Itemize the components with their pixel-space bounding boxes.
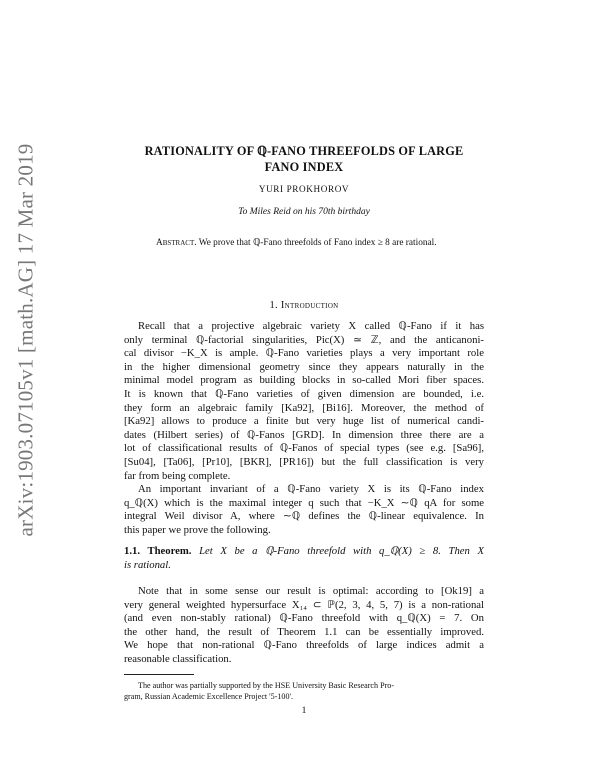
footnote-line: The author was partially supported by the HSE University Basic Research Pro-	[138, 681, 395, 690]
author-name: YURI PROKHOROV	[258, 184, 350, 194]
arxiv-stamp-text: arXiv:1903.07105v1 [math.AG] 17 Mar 2019	[13, 143, 38, 537]
paragraph-line: in the higher dimensional geometry since they appears naturally in the	[124, 360, 484, 373]
section-number: 1.	[269, 300, 281, 311]
abstract	[156, 237, 452, 250]
paragraph-index	[124, 483, 484, 537]
theorem-line-2: is rational.	[124, 558, 171, 571]
arxiv-identifier-stamp	[8, 100, 44, 580]
paragraph-line: they form an algebraic family [Ka92], [Bi16]. Moreover, the method of	[124, 401, 484, 414]
paragraph-line: An important invariant of a ℚ-Fano variety X is its ℚ-Fano index	[138, 483, 484, 495]
paragraph-line: minimal model program as building blocks in so-called Mori fiber spaces.	[124, 374, 484, 387]
paragraph-line: integral Weil divisor A, where ∼ℚ defines the ℚ-linear equivalence. In	[124, 510, 484, 523]
section-heading	[124, 300, 484, 311]
paragraph-line: far from being complete.	[124, 469, 231, 482]
paragraph-line: [Su04], [Ta06], [Pr10], [BKR], [PR16]) but the full classification is very	[124, 455, 484, 468]
theorem-line-1	[124, 545, 484, 559]
footnote	[124, 680, 484, 702]
dedication: To Miles Reid on his 70th birthday	[238, 207, 370, 217]
paragraph-intro	[124, 320, 484, 483]
paragraph-line: only terminal ℚ-factorial singularities, Pic(X) ≃ ℤ, and the anticanoni-	[124, 333, 484, 346]
paragraph-line: Note that in some sense our result is optimal: according to [Ok19] a	[138, 585, 484, 597]
paragraph-line: [Ka92] allows to produce a finite but very huge list of numerical candi-	[124, 415, 484, 428]
title-line-2: FANO INDEX	[264, 160, 344, 174]
paragraph-line: very general weighted hypersurface X₁₄ ⊂ ℙ(2, 3, 4, 5, 7) is a non-rational	[124, 598, 484, 611]
paragraph-line: We hope that non-rational ℚ-Fano threefolds of large indices admit a	[124, 639, 484, 652]
paragraph-line: lot of classificational results of ℚ-Fanos of special types (see e.g. [Sa96],	[124, 442, 484, 455]
paragraph-line: the other hand, the result of Theorem 1.1 can be essentially improved.	[124, 625, 484, 638]
footnote-line: gram, Russian Academic Excellence Project '5-100'.	[124, 692, 294, 701]
paragraph-optimal	[124, 585, 484, 667]
page-number: 1	[301, 706, 307, 716]
theorem-label: 1.1. Theorem.	[124, 545, 192, 557]
theorem-text: Let X be a ℚ-Fano threefold with q_ℚ(X) ≥ 8. Then X	[191, 545, 485, 557]
paragraph-line: dates (Hilbert series) of ℚ-Fanos [GRD]. In dimension three there are a	[124, 428, 484, 441]
footnote-divider	[124, 674, 194, 675]
paragraph-line: It is known that ℚ-Fano varieties of given dimension are bounded, i.e.	[124, 387, 484, 400]
paragraph-line: Recall that a projective algebraic variety X called ℚ-Fano if it has	[138, 320, 484, 332]
paragraph-line: q_ℚ(X) which is the maximal integer q such that −K_X ∼ℚ qA for some	[124, 496, 484, 509]
theorem-block	[124, 545, 484, 572]
paragraph-line: reasonable classification.	[124, 652, 232, 665]
paragraph-line: this paper we prove the following.	[124, 523, 271, 536]
abstract-label: Abstract.	[156, 238, 197, 248]
paragraph-line: (and even non-stably rational) ℚ-Fano threefold with q_ℚ(X) = 7. On	[124, 612, 484, 625]
section-title: Introduction	[280, 300, 339, 311]
paragraph-line: cal divisor −K_X is ample. ℚ-Fano varieties plays a very important role	[124, 347, 484, 360]
paper-title	[124, 143, 484, 175]
abstract-text: We prove that ℚ-Fano threefolds of Fano index ≥ 8 are rational.	[196, 238, 437, 248]
title-line-1: RATIONALITY OF ℚ-FANO THREEFOLDS OF LARGE	[144, 144, 464, 158]
